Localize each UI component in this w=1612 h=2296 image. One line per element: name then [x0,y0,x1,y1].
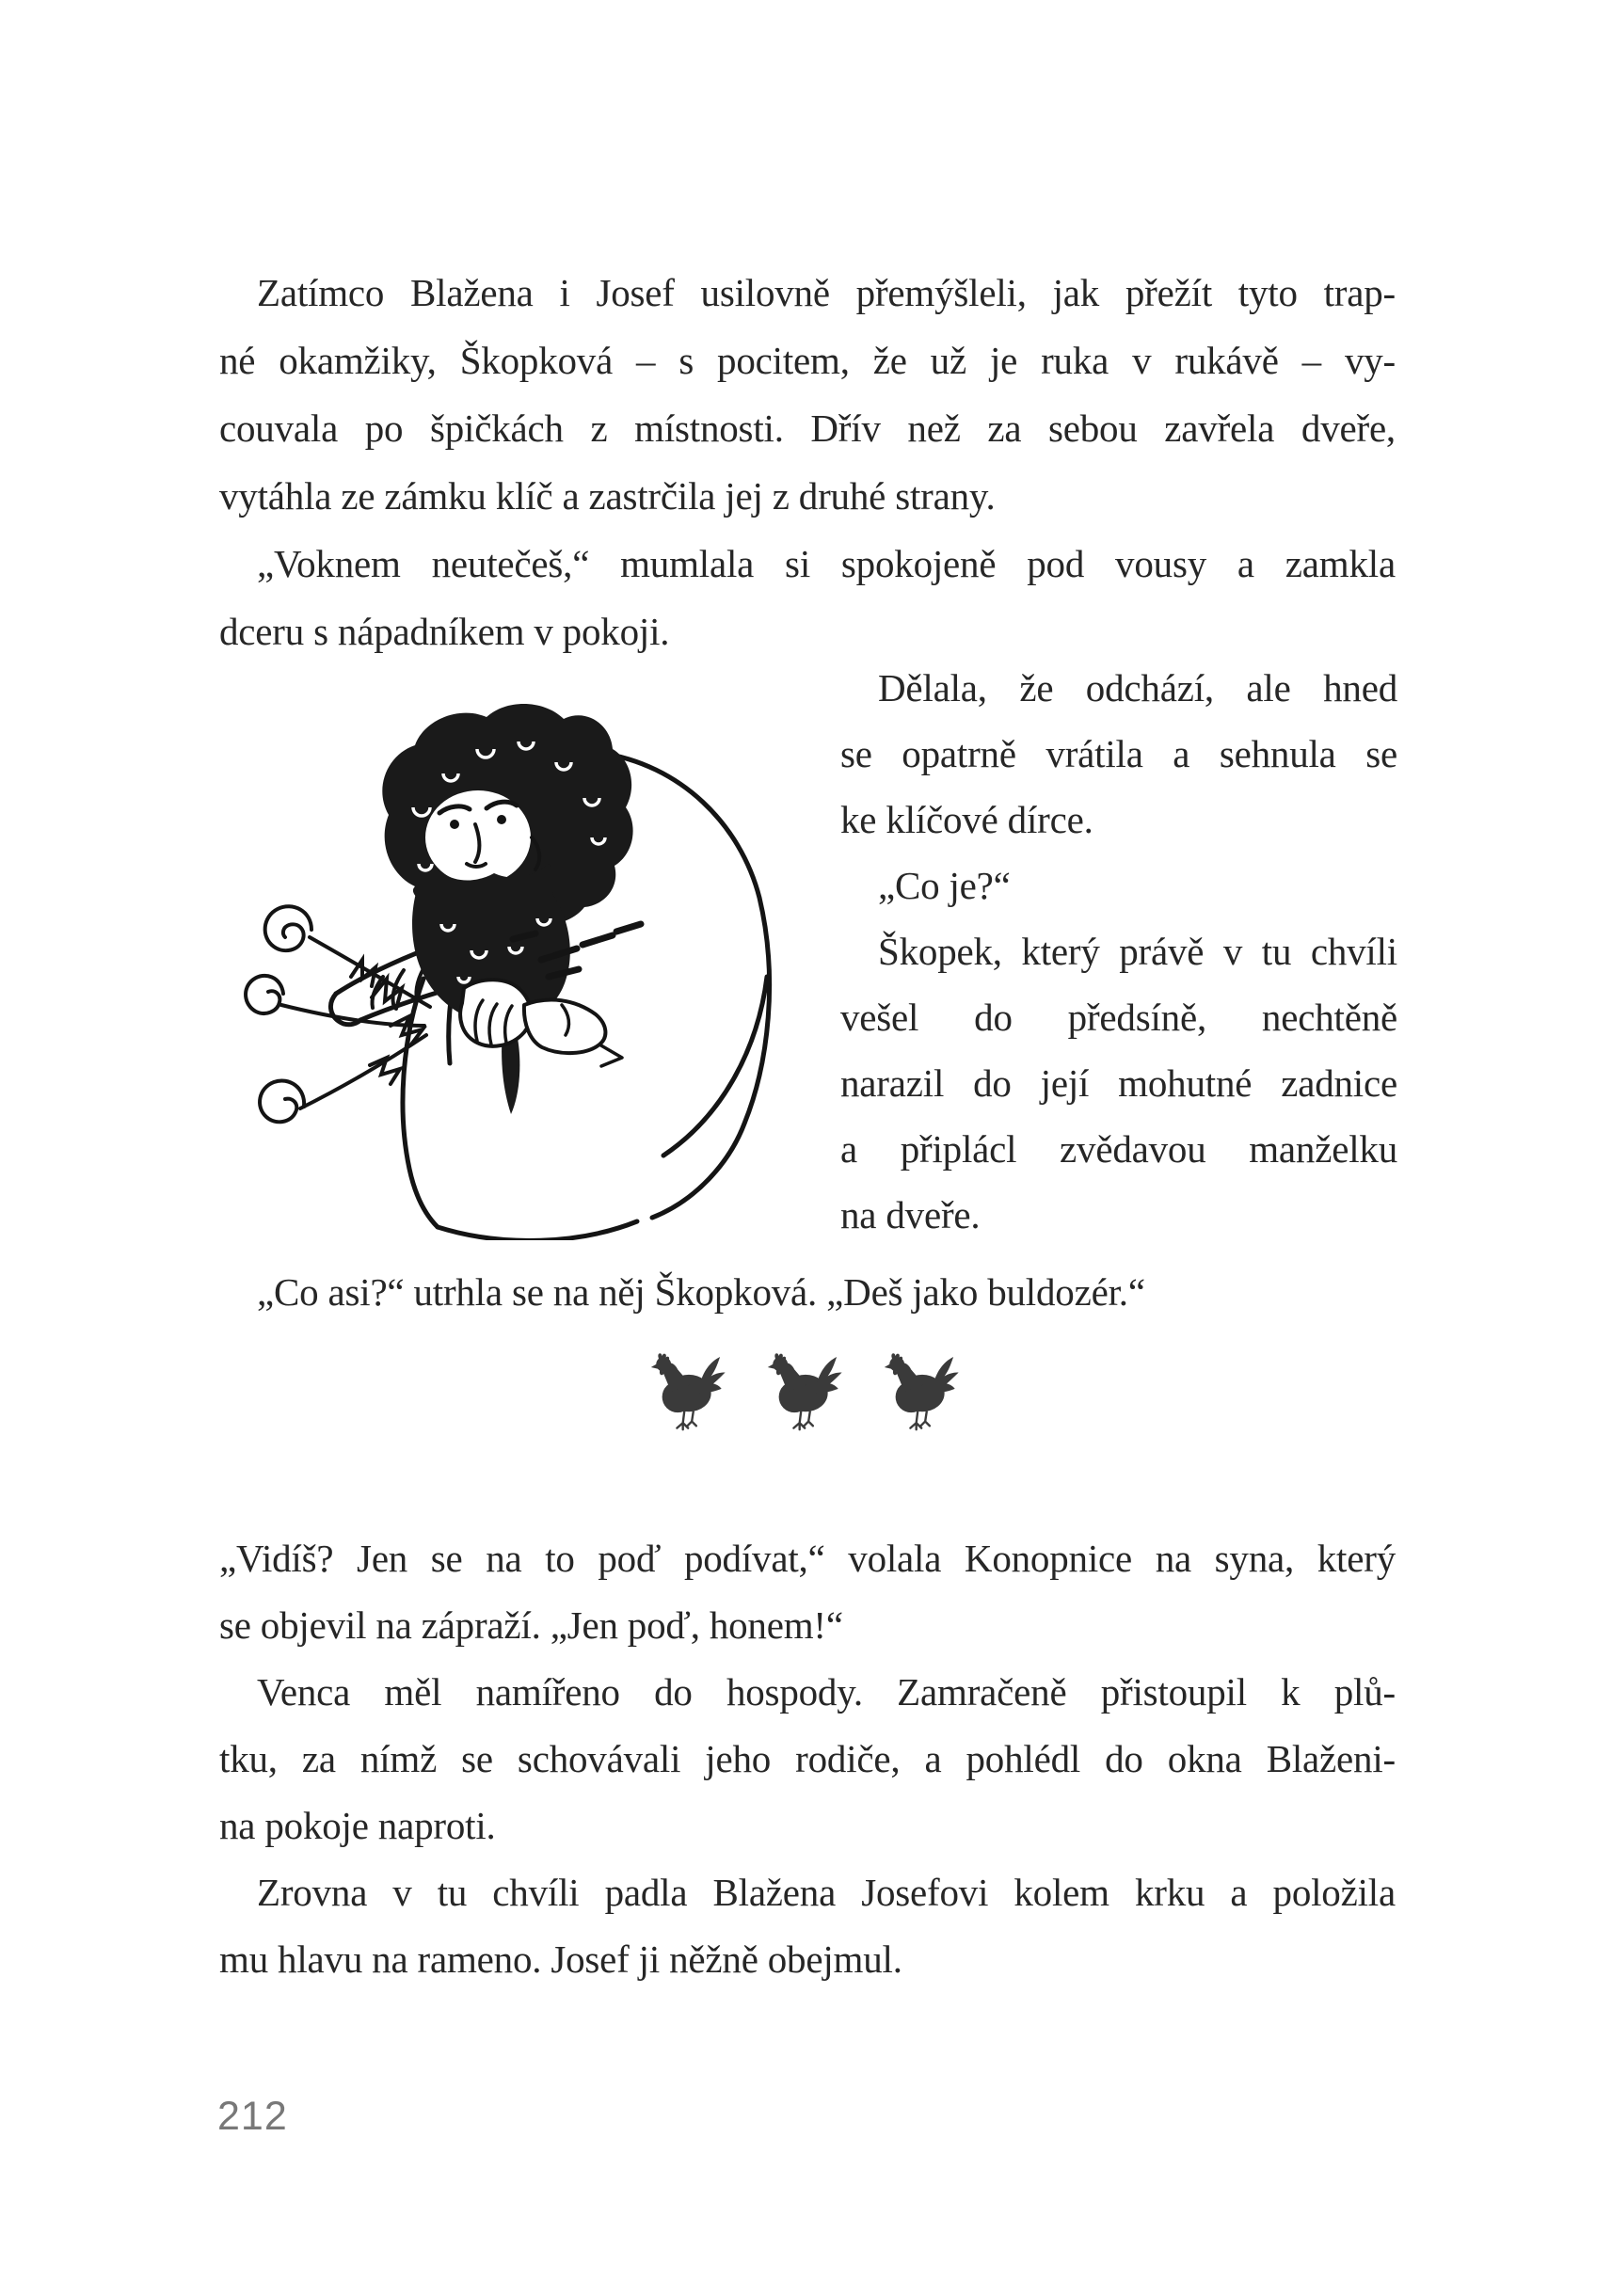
text-line: tku, za nímž se schovávali jeho rodiče, a pohlédl do okna Blaženi- [219,1737,1396,1780]
section-divider [650,1351,961,1432]
man-with-flowers-illustration [231,694,795,1240]
body-text-top [219,259,1396,665]
body-text-bottom [219,1525,1396,1993]
text-line: a připlácl zvědavou manželku [840,1127,1397,1171]
text-line: né okamžiky, Škopková – s pocitem, že už je ruka v rukávě – vy- [219,339,1396,382]
text-line: vytáhla ze zámku klíč a zastrčila jej z druhé strany. [219,474,996,518]
eye [450,820,459,829]
hen-icon [767,1351,844,1432]
text-line: Venca měl namířeno do hospody. Zamračeně přistoupil k plů- [257,1670,1396,1714]
text-line: „Co je?“ [878,864,1011,907]
text-line: „Vidíš? Jen se na to poď podívat,“ volala Konopnice na syna, který [219,1537,1396,1580]
text-line: ke klíčové dírce. [840,798,1093,841]
text-line: Zrovna v tu chvíli padla Blažena Josefovi kolem krku a položila [257,1871,1396,1914]
text-line: mu hlavu na rameno. Josef ji něžně obejmul. [219,1937,902,1981]
page-number: 212 [217,2094,288,2139]
text-line: se objevil na zápraží. „Jen poď, honem!“ [219,1603,843,1647]
text-line: vešel do předsíně, nechtěně [840,996,1397,1039]
body-text-dialogue [219,1258,1396,1326]
text-line: Škopek, který právě v tu chvíli [878,930,1397,973]
text-line: dceru s nápadníkem v pokoji. [219,610,670,653]
hen-icon [884,1351,961,1432]
text-line: „Voknem neutečeš,“ mumlala si spokojeně pod vousy a zamkla [257,542,1396,585]
eye [497,815,506,824]
body-text-column [840,655,1397,1248]
text-line: Zatímco Blažena i Josef usilovně přemýšleli, jak přežít tyto trap- [257,271,1396,314]
text-line: couvala po špičkách z místnosti. Dřív než za sebou zavřela dveře, [219,407,1396,450]
hen-icon [650,1351,727,1432]
rose-flower [246,976,283,1013]
text-line: narazil do její mohutné zadnice [840,1061,1397,1105]
rose-flower [265,906,311,950]
text-line: se opatrně vrátila a sehnula se [840,732,1397,775]
text-line: „Co asi?“ utrhla se na něj Škopková. „Deš jako buldozér.“ [257,1270,1145,1314]
text-line: na pokoje naproti. [219,1804,496,1847]
rose-flower [260,1080,304,1122]
text-line: na dveře. [840,1193,981,1236]
text-line: Dělala, že odchází, ale hned [878,666,1397,710]
